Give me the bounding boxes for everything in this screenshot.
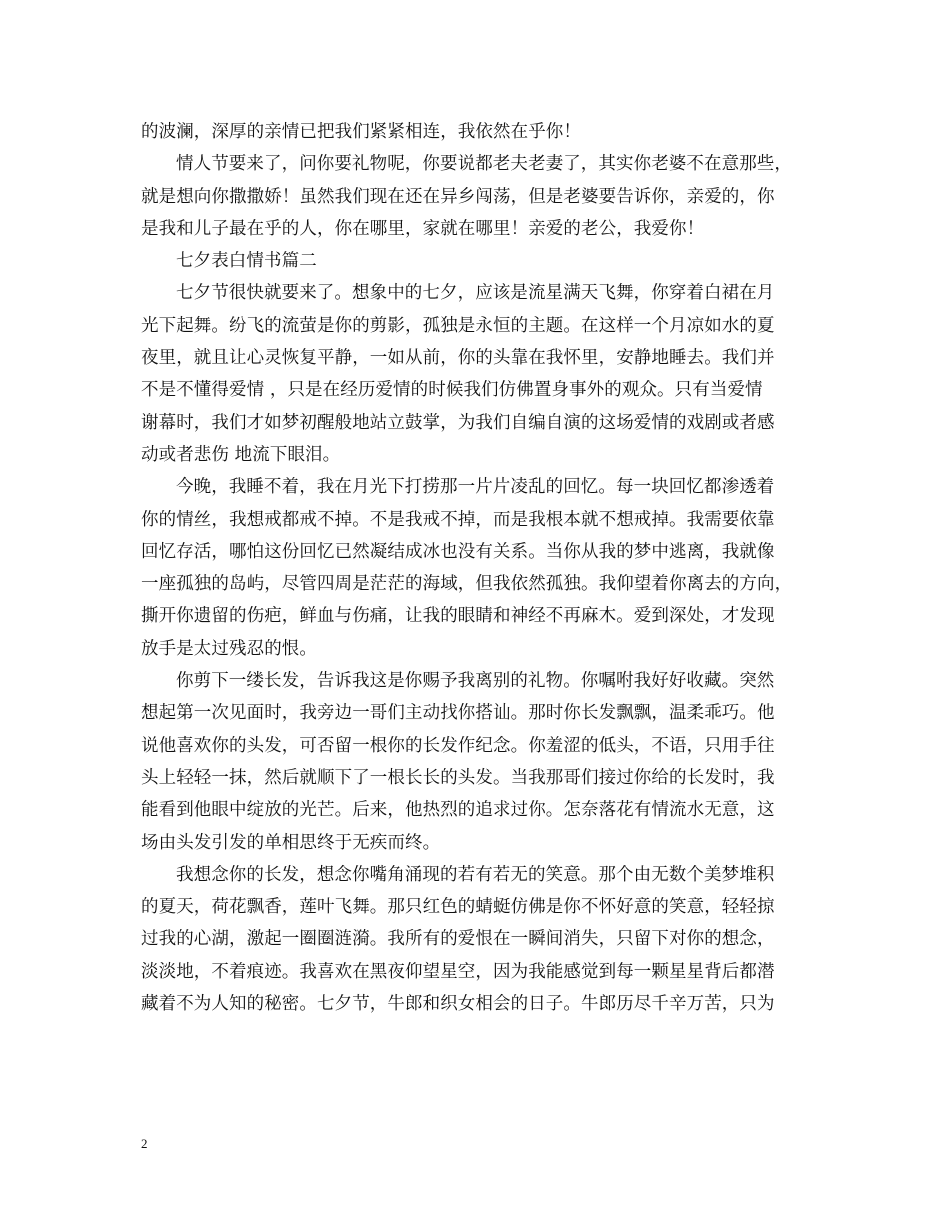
text-line: 谢幕时，我们才如梦初醒般地站立鼓掌，为我们自编自演的这场爱情的戏剧或者感 [141, 412, 775, 433]
text-line: 一座孤独的岛屿，尽管四周是茫茫的海域，但我依然孤独。我仰望着你离去的方向， [141, 574, 793, 595]
text-line: 的夏天，荷花飘香，莲叶飞舞。那只红色的蜻蜓仿佛是你不怀好意的笑意，轻轻掠 [141, 897, 775, 918]
text-line: 头上轻轻一抹，然后就顺下了一根长长的头发。当我那哥们接过你给的长发时，我 [141, 767, 775, 788]
text-line: 淡淡地，不着痕迹。我喜欢在黑夜仰望星空，因为我能感觉到每一颗星星背后都潜 [141, 961, 775, 982]
text-line: 想起第一次见面时，我旁边一哥们主动找你搭讪。那时你长发飘飘，温柔乖巧。他 [141, 703, 775, 724]
text-line: 七夕表白情书篇二 [176, 251, 317, 272]
paragraph [141, 859, 831, 1020]
text-line: 动或者悲伤 地流下眼泪。 [141, 444, 341, 465]
text-line: 说他喜欢你的头发，可否留一根你的长发作纪念。你羞涩的低头，不语，只用手往 [141, 735, 775, 756]
paragraph [141, 116, 831, 148]
body-text [141, 116, 831, 1020]
paragraph [141, 277, 831, 471]
text-line: 你的情丝，我想戒都戒不掉。不是我戒不掉，而是我根本就不想戒掉。我需要依靠 [141, 509, 775, 530]
page-number: 2 [141, 1136, 148, 1151]
text-line: 撕开你遗留的伤疤，鲜血与伤痛，让我的眼睛和神经不再麻木。爱到深处，才发现 [141, 606, 775, 627]
text-line: 回忆存活，哪怕这份回忆已然凝结成冰也没有关系。当你从我的梦中逃离，我就像 [141, 541, 775, 562]
text-line: 光下起舞。纷飞的流萤是你的剪影，孤独是永恒的主题。在这样一个月凉如水的夏 [141, 315, 775, 336]
paragraph [141, 148, 831, 245]
text-line: 的波澜，深厚的亲情已把我们紧紧相连，我依然在乎你！ [141, 122, 581, 142]
text-line: 就是想向你撒撒娇！虽然我们现在还在异乡闯荡，但是老婆要告诉你，亲爱的，你 [141, 186, 775, 207]
text-line: 情人节要来了，问你要礼物呢，你要说都老夫老妻了，其实你老婆不在意那些， [176, 154, 792, 175]
text-line: 场由头发引发的单相思终于无疾而终。 [141, 832, 441, 853]
paragraph [141, 665, 831, 859]
text-line: 不是不懂得爱情 ，只是在经历爱情的时候我们仿佛置身事外的观众。只有当爱情 [141, 380, 763, 401]
text-line: 我想念你的长发，想念你嘴角涌现的若有若无的笑意。那个由无数个美梦堆积 [176, 864, 775, 885]
text-line: 夜里，就且让心灵恢复平静，一如从前，你的头靠在我怀里，安静地睡去。我们并 [141, 348, 775, 369]
text-line: 能看到他眼中绽放的光芒。后来，他热烈的追求过你。怎奈落花有情流水无意，这 [141, 800, 775, 821]
paragraph [141, 245, 831, 277]
text-line: 七夕节很快就要来了。想象中的七夕，应该是流星满天飞舞，你穿着白裙在月 [176, 283, 775, 304]
text-line: 藏着不为人知的秘密。七夕节，牛郎和织女相会的日子。牛郎历尽千辛万苦，只为 [141, 994, 775, 1015]
text-line: 是我和儿子最在乎的人，你在哪里，家就在哪里！亲爱的老公，我爱你！ [141, 218, 705, 239]
text-line: 放手是太过残忍的恨。 [141, 638, 317, 659]
text-line: 你剪下一缕长发，告诉我这是你赐予我离别的礼物。你嘱咐我好好收藏。突然 [176, 671, 775, 692]
text-line: 今晚，我睡不着，我在月光下打捞那一片片凌乱的回忆。每一块回忆都渗透着 [176, 477, 775, 498]
paragraph [141, 471, 831, 665]
text-line: 过我的心湖，激起一圈圈涟漪。我所有的爱恨在一瞬间消失，只留下对你的想念， [141, 929, 775, 950]
